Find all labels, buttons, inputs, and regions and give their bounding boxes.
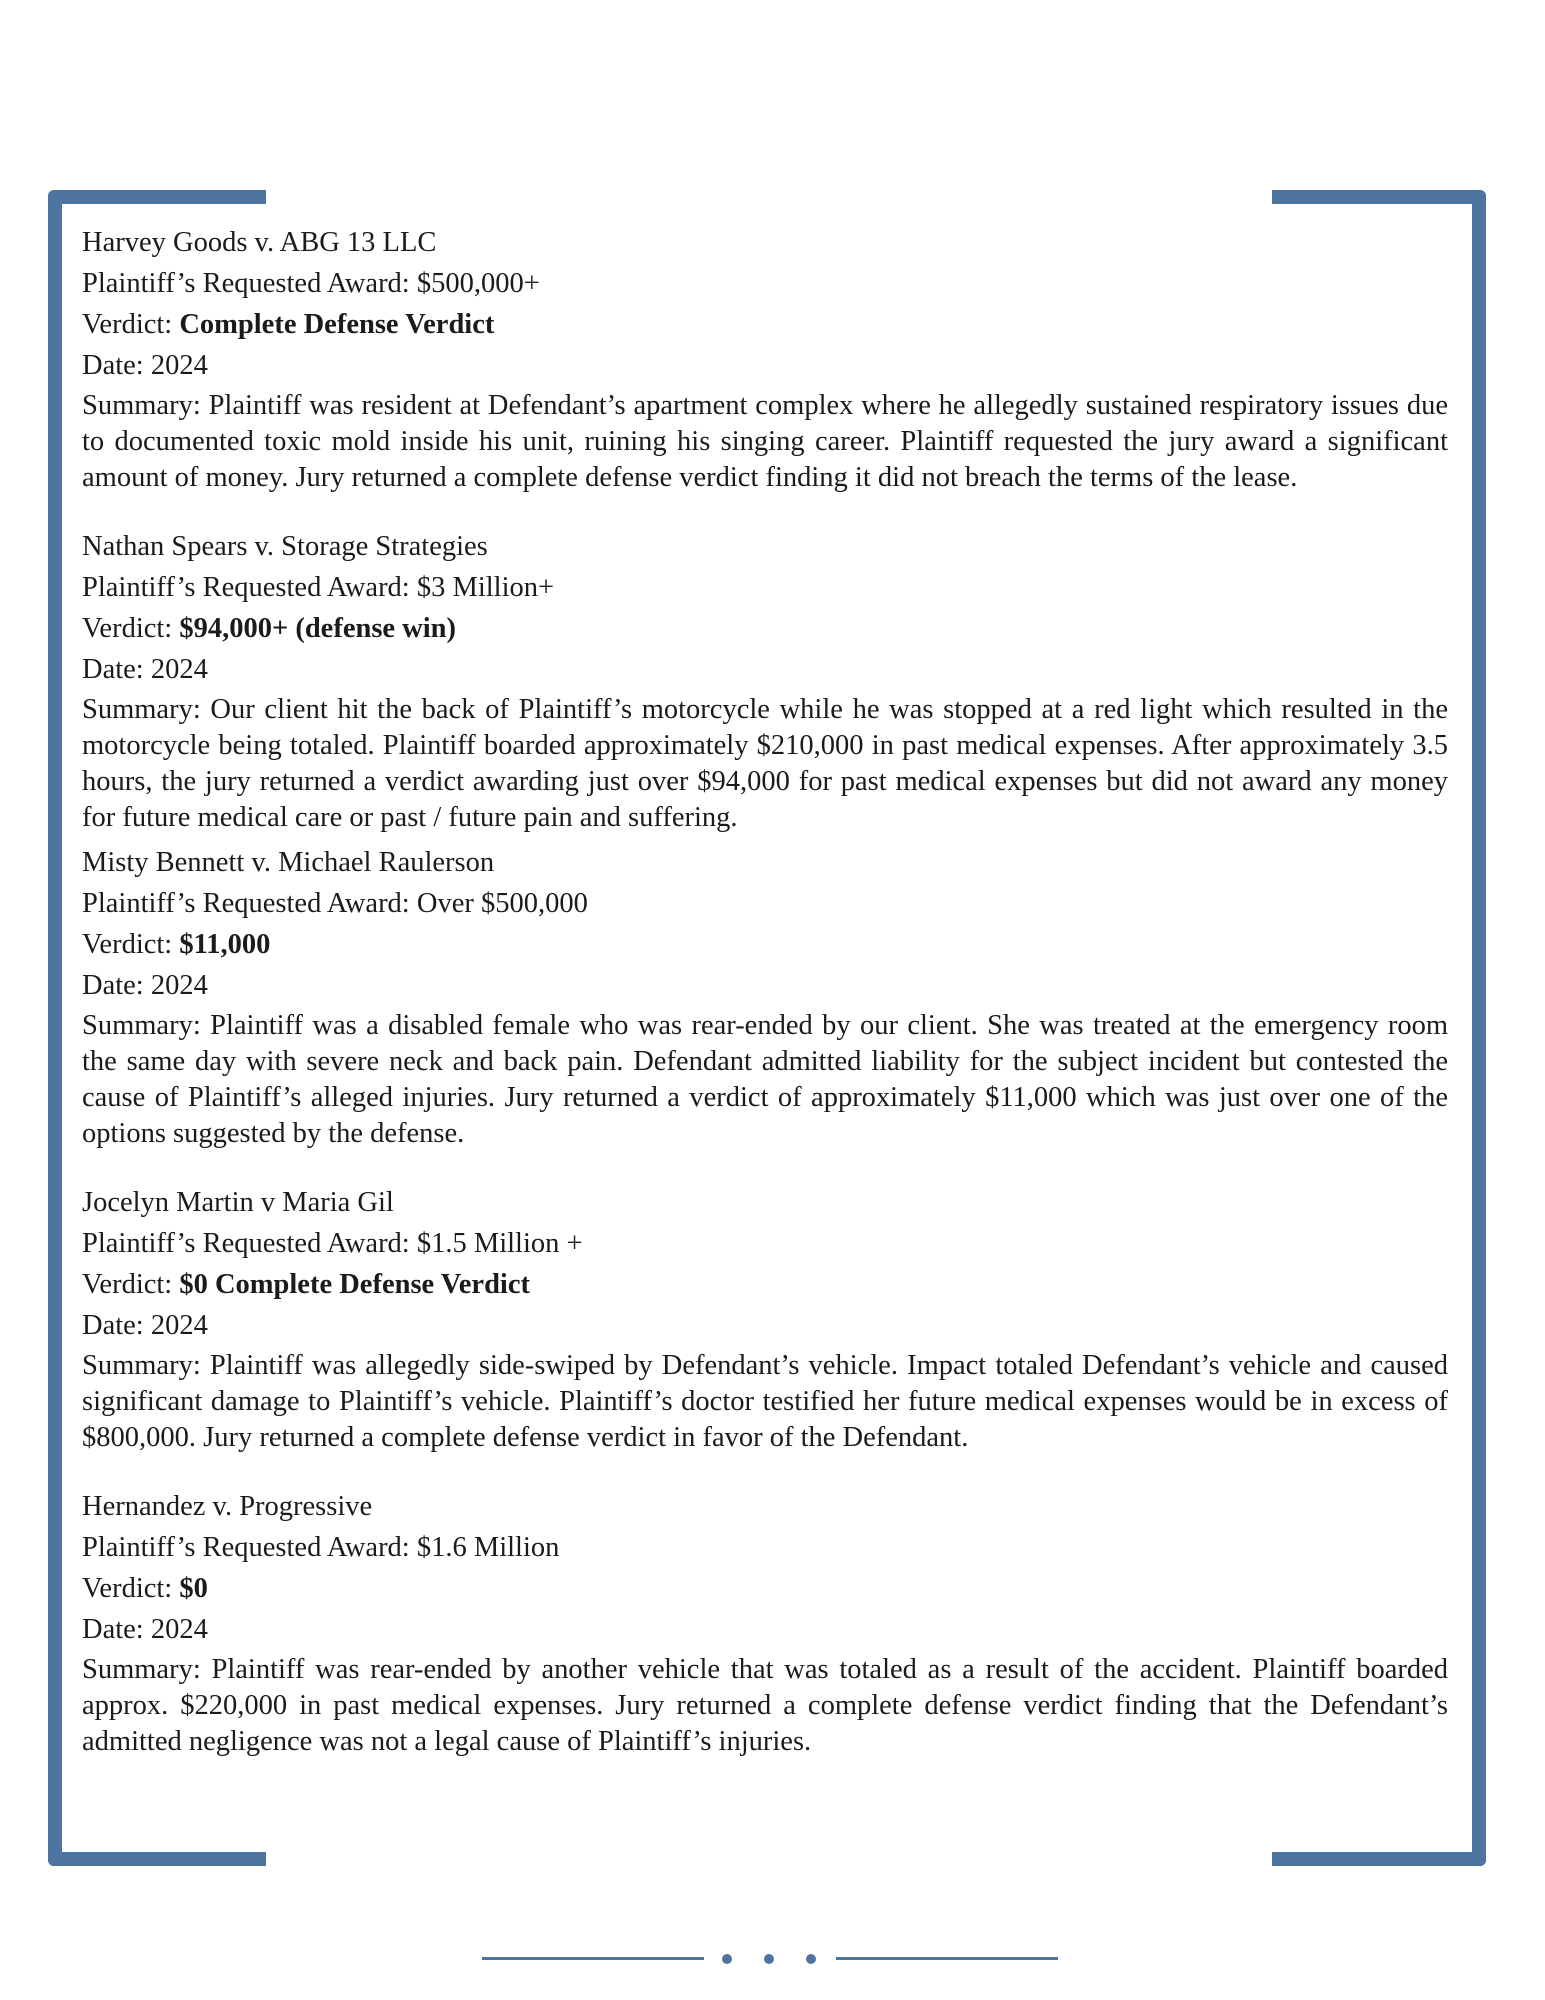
case-summary: Summary: Plaintiff was a disabled female who was rear-ended by our client. She was treated at the emergency room the same day with severe neck and back pain. Defendant admitted liability for the subject incident but contested the cause of Plaintiff’s alleged injuries. Jury returned a verdict of approximately $11,000 which was just over one of the options suggested by the defense. xyxy=(82,1010,1448,1149)
date-value: 2024 xyxy=(150,970,208,1001)
date-value: 2024 xyxy=(150,1614,208,1645)
frame-top-right-arm xyxy=(1272,190,1486,204)
requested-award-label: Plaintiff’s Requested Award: xyxy=(82,572,410,603)
requested-award-label: Plaintiff’s Requested Award: xyxy=(82,1228,410,1259)
footer-dot xyxy=(764,1954,774,1964)
requested-award xyxy=(82,567,1448,608)
requested-award xyxy=(82,1223,1448,1264)
frame-bottom-left-arm xyxy=(48,1852,266,1866)
case-title: Misty Bennett v. Michael Raulerson xyxy=(82,847,495,878)
case-title: Harvey Goods v. ABG 13 LLC xyxy=(82,227,437,258)
verdict-label: Verdict: xyxy=(82,1269,173,1300)
frame-left-vertical xyxy=(48,190,62,1866)
case-title: Jocelyn Martin v Maria Gil xyxy=(82,1187,394,1218)
verdict-label: Verdict: xyxy=(82,309,173,340)
verdict-value: $94,000+ (defense win) xyxy=(179,613,457,644)
case-title: Nathan Spears v. Storage Strategies xyxy=(82,531,488,562)
case-entry xyxy=(82,222,1448,496)
verdict xyxy=(82,608,1448,649)
verdict-value: $0 xyxy=(179,1573,208,1604)
footer-dot xyxy=(722,1954,732,1964)
date-label: Date: xyxy=(82,350,144,381)
date-value: 2024 xyxy=(150,350,208,381)
requested-award-label: Plaintiff’s Requested Award: xyxy=(82,1532,410,1563)
date-label: Date: xyxy=(82,654,144,685)
verdict xyxy=(82,1568,1448,1609)
date-value: 2024 xyxy=(150,1310,208,1341)
case-summary: Summary: Plaintiff was allegedly side-swiped by Defendant’s vehicle. Impact totaled Defendant’s vehicle and caused significant damage to Plaintiff’s vehicle. Plaintiff’s doctor testified her future medical expenses would be in excess of $800,000. Jury returned a complete defense verdict in favor of the Defendant. xyxy=(82,1350,1448,1453)
verdict xyxy=(82,1264,1448,1305)
frame-bottom-right-arm xyxy=(1272,1852,1486,1866)
case-date xyxy=(82,345,1448,386)
requested-award-value: Over $500,000 xyxy=(416,888,588,919)
verdict-value: $0 Complete Defense Verdict xyxy=(179,1269,530,1300)
verdict-label: Verdict: xyxy=(82,613,173,644)
case-title: Hernandez v. Progressive xyxy=(82,1491,373,1522)
footer-dot xyxy=(806,1954,816,1964)
case-date xyxy=(82,649,1448,690)
requested-award-label: Plaintiff’s Requested Award: xyxy=(82,888,410,919)
case-summary: Summary: Plaintiff was resident at Defendant’s apartment complex where he allegedly sustained respiratory issues due to documented toxic mold inside his unit, ruining his singing career. Plaintiff requested the jury award a significant amount of money. Jury returned a complete defense verdict finding it did not breach the terms of the lease. xyxy=(82,390,1448,493)
requested-award-value: $1.6 Million xyxy=(416,1532,560,1563)
requested-award xyxy=(82,1527,1448,1568)
case-summary: Summary: Our client hit the back of Plaintiff’s motorcycle while he was stopped at a red light which resulted in the motorcycle being totaled. Plaintiff boarded approximately $210,000 in past medical expenses. After approximately 3.5 hours, the jury returned a verdict awarding just over $94,000 for past medical expenses but did not award any money for future medical care or past / future pain and suffering. xyxy=(82,694,1448,833)
verdict-label: Verdict: xyxy=(82,1573,173,1604)
requested-award-label: Plaintiff’s Requested Award: xyxy=(82,268,410,299)
case-entry xyxy=(82,1486,1448,1760)
footer-rule-left xyxy=(482,1957,704,1960)
requested-award-value: $500,000+ xyxy=(416,268,540,299)
date-value: 2024 xyxy=(150,654,208,685)
case-date xyxy=(82,965,1448,1006)
case-date xyxy=(82,1305,1448,1346)
verdict-value: Complete Defense Verdict xyxy=(179,309,495,340)
verdict-label: Verdict: xyxy=(82,929,173,960)
verdict xyxy=(82,924,1448,965)
requested-award xyxy=(82,883,1448,924)
frame-top-left-arm xyxy=(48,190,266,204)
case-entry xyxy=(82,842,1448,1152)
requested-award-value: $1.5 Million + xyxy=(416,1228,583,1259)
frame-right-vertical xyxy=(1472,190,1486,1866)
date-label: Date: xyxy=(82,1614,144,1645)
case-date xyxy=(82,1609,1448,1650)
requested-award-value: $3 Million+ xyxy=(416,572,555,603)
case-entry xyxy=(82,526,1448,836)
date-label: Date: xyxy=(82,970,144,1001)
case-summary: Summary: Plaintiff was rear-ended by another vehicle that was totaled as a result of the accident. Plaintiff boarded approx. $220,000 in past medical expenses. Jury returned a complete defense verdict finding that the Defendant’s admitted negligence was not a legal cause of Plaintiff’s injuries. xyxy=(82,1654,1448,1757)
footer-rule-right xyxy=(836,1957,1058,1960)
requested-award xyxy=(82,263,1448,304)
case-entry xyxy=(82,1182,1448,1456)
verdict xyxy=(82,304,1448,345)
date-label: Date: xyxy=(82,1310,144,1341)
verdict-value: $11,000 xyxy=(179,929,271,960)
case-results-list xyxy=(82,222,1448,1790)
